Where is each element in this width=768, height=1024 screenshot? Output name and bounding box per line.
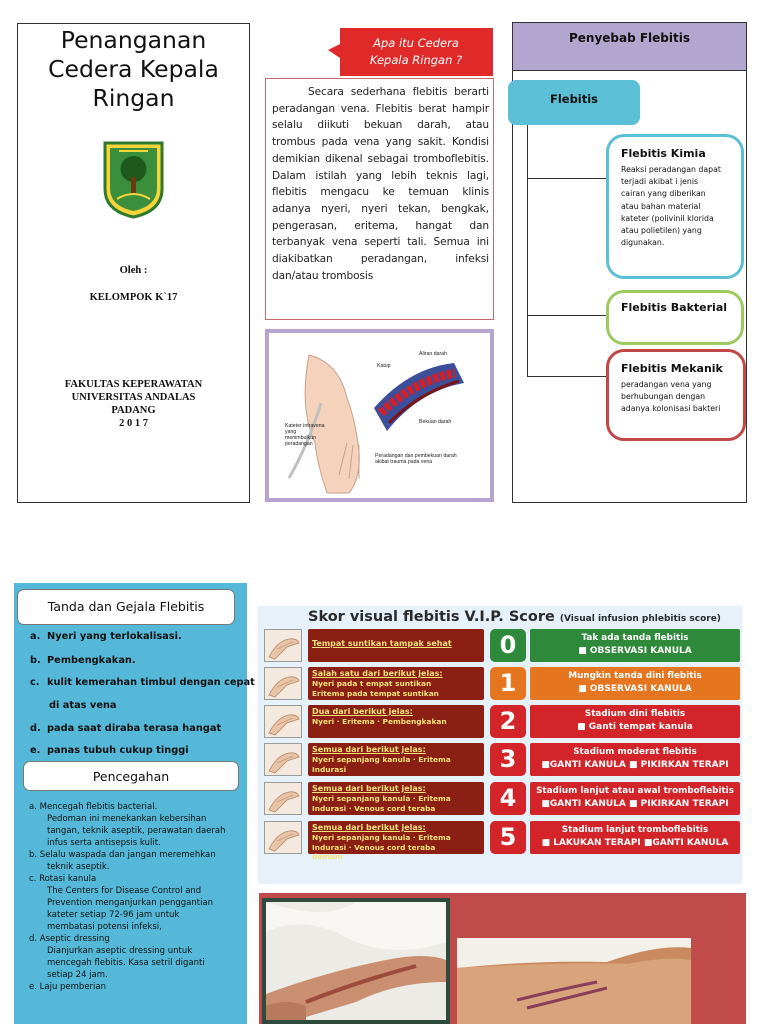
city-name: PADANG [111, 405, 156, 416]
cause-title: Flebitis Kimia [621, 147, 706, 160]
cover-title-line: Penanganan [60, 26, 207, 54]
prevention-line: Prevention menganjurkan penggantian [47, 898, 214, 908]
sign-letter: c. [30, 677, 40, 688]
flebitis-root-node [508, 80, 640, 125]
vip-score-number: 1 [490, 667, 526, 700]
sign-item [30, 677, 255, 689]
group-name: KELOMPOK K`17 [89, 292, 178, 303]
vip-description-item: Nyeri sepanjang kanula · Eritema [312, 833, 451, 842]
vip-action-title: Stadium dini flebitis [584, 709, 686, 719]
cause-description [621, 379, 733, 416]
vip-score-number: 0 [490, 629, 526, 662]
vip-action [530, 821, 740, 854]
year: 2 0 1 7 [119, 418, 148, 429]
prevention-line: d. Aseptic dressing [29, 934, 110, 944]
definition-box [265, 78, 494, 320]
cover-panel [17, 23, 250, 503]
arm-photo-image [266, 902, 446, 1020]
vip-action-title: Stadium moderat flebitis [573, 747, 697, 757]
vip-score-number: 2 [490, 705, 526, 738]
hand-thumbnail-icon [264, 821, 302, 854]
vip-action-items: ■GANTI KANULA ■ PIKIRKAN TERAPI [541, 760, 729, 770]
vip-description-item: Indurasi · Venous cord teraba [312, 803, 436, 813]
vip-action [530, 743, 740, 776]
cause-description-line: terjadi akibat i jenis [621, 177, 699, 187]
sign-text: pada saat diraba terasa hangat [47, 723, 222, 734]
prevention-line: Dianjurkan aseptic dressing untuk [47, 946, 193, 956]
vip-score-number: 4 [490, 782, 526, 815]
sign-item [30, 631, 182, 643]
sign-text: kulit kemerahan timbul dengan cepat [47, 677, 255, 688]
cause-description-line: digunakan. [621, 238, 665, 248]
vip-description [308, 821, 484, 861]
vip-title-text: Skor visual flebitis V.I.P. Score [308, 609, 555, 625]
prevention-header [23, 761, 239, 791]
prevention-line: c. Rotasi kanula [29, 874, 97, 884]
vip-score-number: 3 [490, 743, 526, 776]
prevention-line: teknik aseptik. [47, 862, 110, 872]
cause-description-line: berhubungan dengan [621, 392, 706, 402]
illustration-label: Katup [377, 363, 391, 369]
university-logo-icon [101, 139, 166, 219]
prevention-header-text: Pencegahan [92, 769, 170, 784]
hand-thumbnail-icon [264, 743, 302, 776]
prevention-line: e. Laju pemberian [29, 982, 107, 992]
vip-description-title: Semua dari berikut jelas: [312, 745, 426, 754]
vip-action [530, 667, 740, 700]
vip-score-row [264, 628, 740, 663]
cause-description-line: Reaksi peradangan dapat [621, 165, 721, 174]
vip-description-item: Eritema pada tempat suntikan [312, 688, 439, 698]
prevention-line: tangan, teknik aseptik, perawatan daerah [47, 826, 226, 836]
sign-letter: e. [30, 745, 41, 756]
prevention-line: membatasi potensi infeksi, [47, 922, 162, 932]
sign-letter: d. [30, 723, 41, 734]
question-title-line: Apa itu Cedera [373, 36, 459, 50]
sign-item [30, 723, 221, 735]
vip-description-item: Nyeri sepanjang kanula · Eritema [312, 794, 451, 803]
vip-description-item: Nyeri · Eritema · Pembengkakan [312, 717, 447, 726]
cause-card-mekanik [606, 349, 746, 441]
cause-description-line: peradangan vena yang [621, 380, 712, 389]
connector-line [527, 125, 528, 377]
prevention-line: The Centers for Disease Control and [47, 886, 202, 896]
cover-title-line: Cedera Kepala [48, 55, 219, 83]
cause-card-bakterial [606, 290, 744, 345]
sign-text: Pembengkakan. [47, 655, 136, 666]
prevention-line: b. Selalu waspada dan jangan meremehkan [29, 850, 216, 860]
vip-description [308, 782, 484, 815]
cause-description-line: atau bahan material [621, 201, 701, 211]
flebitis-root-label: Flebitis [549, 92, 599, 106]
phlebitis-hand-photo [457, 938, 691, 1024]
vein-illustration [265, 329, 494, 502]
illustration-label: Kateter intravena yang menimbulkan peradangan [285, 423, 325, 447]
prevention-line: kateter setiap 72-96 jam untuk [47, 910, 180, 920]
cause-description-line: atau polietilen) yang [621, 226, 702, 236]
illustration-caption: Peradangan dan pembekuan darah akibat trauma pada vena [375, 453, 457, 465]
phlebitis-arm-photo [262, 898, 450, 1024]
vip-action-title: Stadium lanjut atau awal tromboflebitis [536, 786, 734, 796]
sign-item [30, 700, 117, 712]
cause-description-line: cairan yang diberikan [621, 189, 706, 199]
vip-description-title: Salah satu dari berikut jelas: [312, 669, 443, 678]
vein-illustration-image [269, 333, 490, 498]
vip-description [308, 705, 484, 738]
sign-letter: a. [30, 631, 41, 642]
vip-description-item: Indurasi · Venous cord teraba [312, 842, 436, 852]
cause-card-kimia [606, 134, 744, 279]
definition-text: Secara sederhana flebitis berarti peradangan vena. Flebitis berat hampir selalu diikuti bekuan darah, atau trombus pada vena yang sakit. Kondisi demikian dikenal sebagai tromboflebitis. Dalam istilah yang lebih teknis lagi, flebitis mengacu ke temuan klinis adanya nyeri, nyeri tekan, bengkak, pengerasan, eritema, hangat dan terbanyak vena seperti tali. Semua ini diakibatkan peradangan, infeksi dan/atau trombosis [272, 86, 489, 282]
cover-title-line: Ringan [92, 84, 175, 112]
vip-score-row [264, 704, 740, 739]
prevention-line: Pedoman ini menekankan kebersihan [47, 814, 207, 824]
sign-letter: b. [30, 655, 41, 666]
vip-action-title: Stadium lanjut tromboflebitis [561, 825, 709, 835]
faculty-name: FAKULTAS KEPERAWATAN [64, 379, 203, 390]
prevention-list [17, 795, 247, 1024]
connector-line [527, 178, 606, 179]
vip-score-row [264, 666, 740, 701]
sign-item [30, 745, 189, 757]
causes-header [513, 23, 746, 71]
vip-score-row [264, 742, 740, 777]
vip-score-chart [258, 606, 742, 884]
question-title-line: Kepala Ringan ? [369, 53, 463, 67]
vip-description-title: Semua dari berikut jelas: [312, 823, 426, 832]
cause-description-line: adanya kolonisasi bakteri [621, 404, 721, 414]
vip-description-title: Tempat suntikan tampak sehat [312, 639, 452, 648]
vip-description-item: demam [312, 852, 343, 861]
hand-thumbnail-icon [264, 667, 302, 700]
vip-action [530, 629, 740, 662]
university-name: UNIVERSITAS ANDALAS [71, 392, 196, 403]
vip-action [530, 782, 740, 815]
vip-action [530, 705, 740, 738]
hand-thumbnail-icon [264, 705, 302, 738]
hand-thumbnail-icon [264, 782, 302, 815]
cause-title: Flebitis Bakterial [621, 301, 728, 314]
vip-description [308, 743, 484, 776]
illustration-label: Bekuan darah [419, 419, 452, 425]
vip-description [308, 667, 484, 700]
prevention-line: mencegah flebitis. Kasa setril diganti [47, 958, 205, 968]
vip-score-row [264, 781, 740, 816]
vip-action-items: ■ OBSERVASI KANULA [578, 646, 692, 656]
vip-description [308, 629, 484, 662]
vip-score-number: 5 [490, 821, 526, 854]
vip-description-title: Dua dari berikut jelas: [312, 707, 413, 716]
vip-action-items: ■ LAKUKAN TERAPI ■GANTI KANULA [541, 838, 729, 848]
cause-description-line: kateter (polivinil klorida [621, 213, 714, 223]
illustration-label: Aliran darah [419, 351, 447, 357]
vip-subtitle: (Visual infusion phlebitis score) [559, 614, 721, 624]
vip-description-item: Indurasi [312, 764, 347, 774]
vip-action-items: ■ Ganti tempat kanula [577, 722, 693, 732]
vip-description-item: Nyeri sepanjang kanula · Eritema [312, 755, 451, 764]
signs-header-text: Tanda dan Gejala Flebitis [47, 599, 205, 614]
vip-action-title: Mungkin tanda dini flebitis [568, 671, 702, 681]
connector-line [527, 315, 606, 316]
signs-header [17, 589, 235, 625]
prevention-line: setiap 24 jam. [47, 970, 108, 980]
prevention-line: a. Mencegah flebitis bacterial. [29, 802, 158, 812]
sign-text: Nyeri yang terlokalisasi. [47, 631, 182, 642]
prevention-line: infus serta antisepsis kulit. [47, 838, 161, 848]
vip-action-title: Tak ada tanda flebitis [581, 633, 689, 643]
vip-title [308, 609, 721, 625]
vip-description-title: Semua dari berikut jelas: [312, 784, 426, 793]
cause-description [621, 164, 731, 249]
vip-action-items: ■ OBSERVASI KANULA [578, 684, 692, 694]
vip-action-items: ■GANTI KANULA ■ PIKIRKAN TERAPI [541, 799, 729, 809]
vip-score-row [264, 820, 740, 861]
question-title [346, 35, 486, 69]
connector-line [527, 376, 606, 377]
sign-text: panas tubuh cukup tinggi [47, 745, 189, 756]
cover-title [18, 26, 249, 113]
cause-title: Flebitis Mekanik [621, 362, 723, 375]
causes-header-text: Penyebab Flebitis [568, 31, 691, 45]
hand-photo-image [457, 938, 691, 1024]
hand-thumbnail-icon [264, 629, 302, 662]
sign-item [30, 655, 136, 667]
sign-text: di atas vena [49, 700, 117, 711]
vip-description-item: Nyeri pada t empat suntikan [312, 679, 432, 688]
by-label: Oleh : [119, 265, 148, 276]
